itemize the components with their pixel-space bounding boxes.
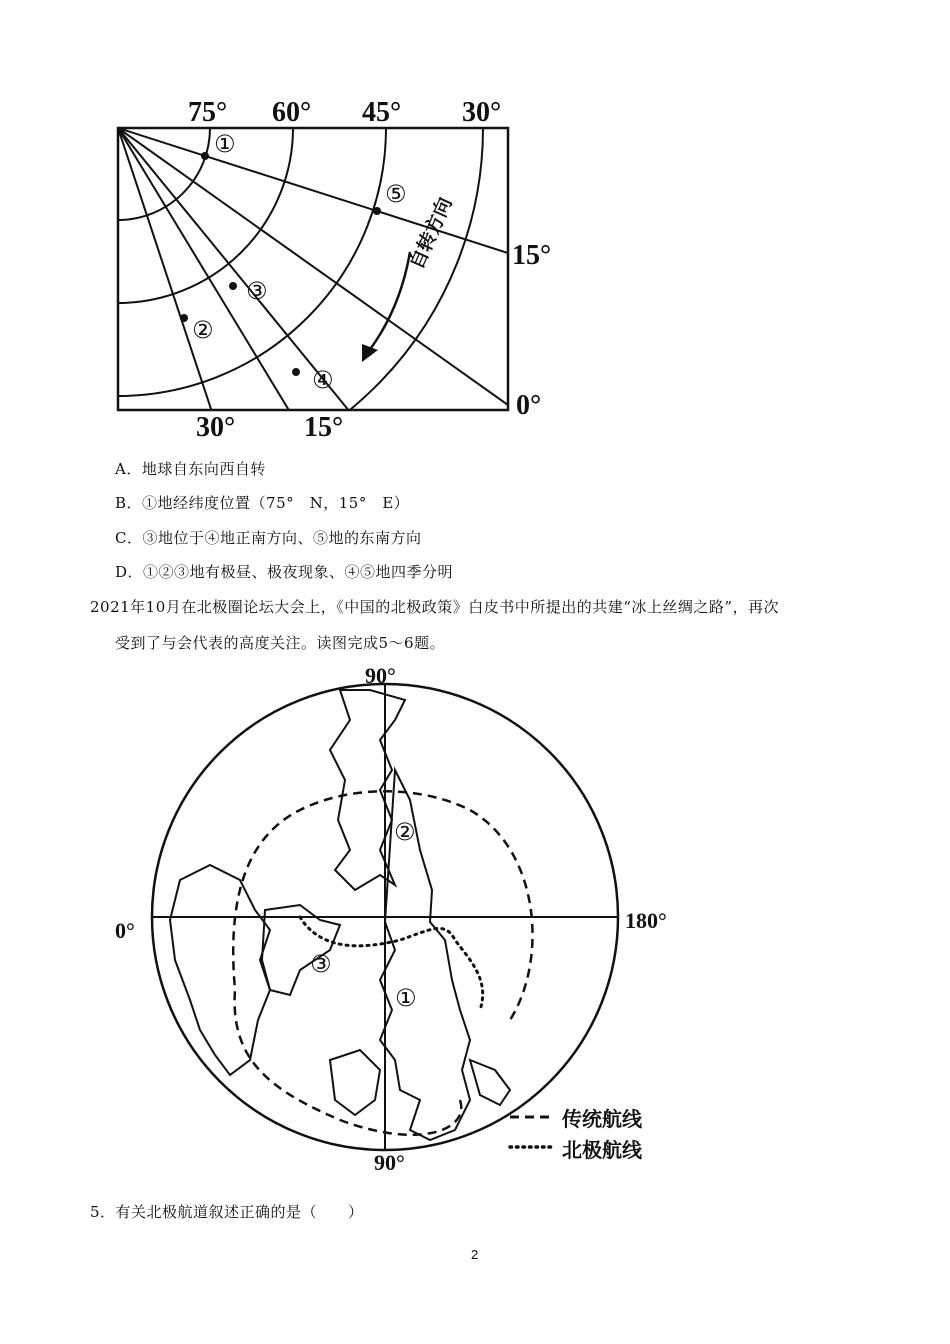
right-label-0: 0° <box>516 390 542 421</box>
point-label-3: ③ <box>246 277 268 305</box>
top-label-60: 60° <box>272 97 312 128</box>
land-region-west <box>170 865 270 1075</box>
meridian-line <box>118 128 290 412</box>
meridian-line-0 <box>118 128 508 405</box>
meridian-line <box>118 128 212 412</box>
option-b: B．①地经纬度位置（75° N，15° E） <box>115 494 410 512</box>
polar-label-right: 180° <box>625 908 667 933</box>
bottom-label-15: 15° <box>304 412 344 443</box>
bottom-label-30: 30° <box>196 412 236 443</box>
intro-line-1: 2021年10月在北极圈论坛大会上，《中国的北极政策》白皮书中所提出的共建“冰上丝绸之路”，再次 <box>90 598 780 616</box>
polar-map <box>0 660 950 1180</box>
rotation-arrow-head <box>362 344 378 362</box>
point-label-5: ⑤ <box>385 180 407 208</box>
latitude-arc-30 <box>0 0 483 460</box>
legend-traditional-route: 传统航线 <box>562 1107 642 1131</box>
land-islands <box>470 1060 510 1105</box>
point-label-1: ① <box>214 130 236 158</box>
point-label-4: ④ <box>312 366 334 394</box>
landmass-outlines <box>170 690 510 1140</box>
polar-label-left: 0° <box>115 918 135 943</box>
page-number: 2 <box>471 1247 479 1262</box>
polar-label-top: 90° <box>365 663 396 688</box>
region-label-3: ③ <box>310 950 332 978</box>
option-a: A．地球自东向西自转 <box>115 460 266 478</box>
question-5: 5．有关北极航道叙述正确的是（ ） <box>90 1203 364 1221</box>
point-dot <box>180 314 188 322</box>
region-label-2: ② <box>394 818 416 846</box>
point-dot <box>201 152 209 160</box>
top-label-45: 45° <box>362 97 402 128</box>
polar-label-bottom: 90° <box>374 1150 405 1175</box>
top-label-75: 75° <box>188 97 228 128</box>
rotation-arrow <box>368 252 410 352</box>
right-label-15: 15° <box>512 240 552 271</box>
intro-line-2: 受到了与会代表的高度关注。读图完成5～6题。 <box>115 634 446 652</box>
option-c: C．③地位于④地正南方向、⑤地的东南方向 <box>115 529 422 547</box>
point-dot <box>373 207 381 215</box>
option-d: D．①②③地有极昼、极夜现象、④⑤地四季分明 <box>115 563 454 581</box>
top-label-30: 30° <box>462 97 502 128</box>
graticule-figure <box>0 0 950 460</box>
point-dot <box>229 282 237 290</box>
rotation-direction-label: 自转方向 <box>405 194 457 273</box>
legend-arctic-route: 北极航线 <box>562 1138 642 1162</box>
point-label-2: ② <box>192 316 214 344</box>
land-region-south <box>330 1050 380 1115</box>
region-label-1: ① <box>395 984 417 1012</box>
latitude-arc-60 <box>0 0 293 303</box>
point-dot <box>292 368 300 376</box>
